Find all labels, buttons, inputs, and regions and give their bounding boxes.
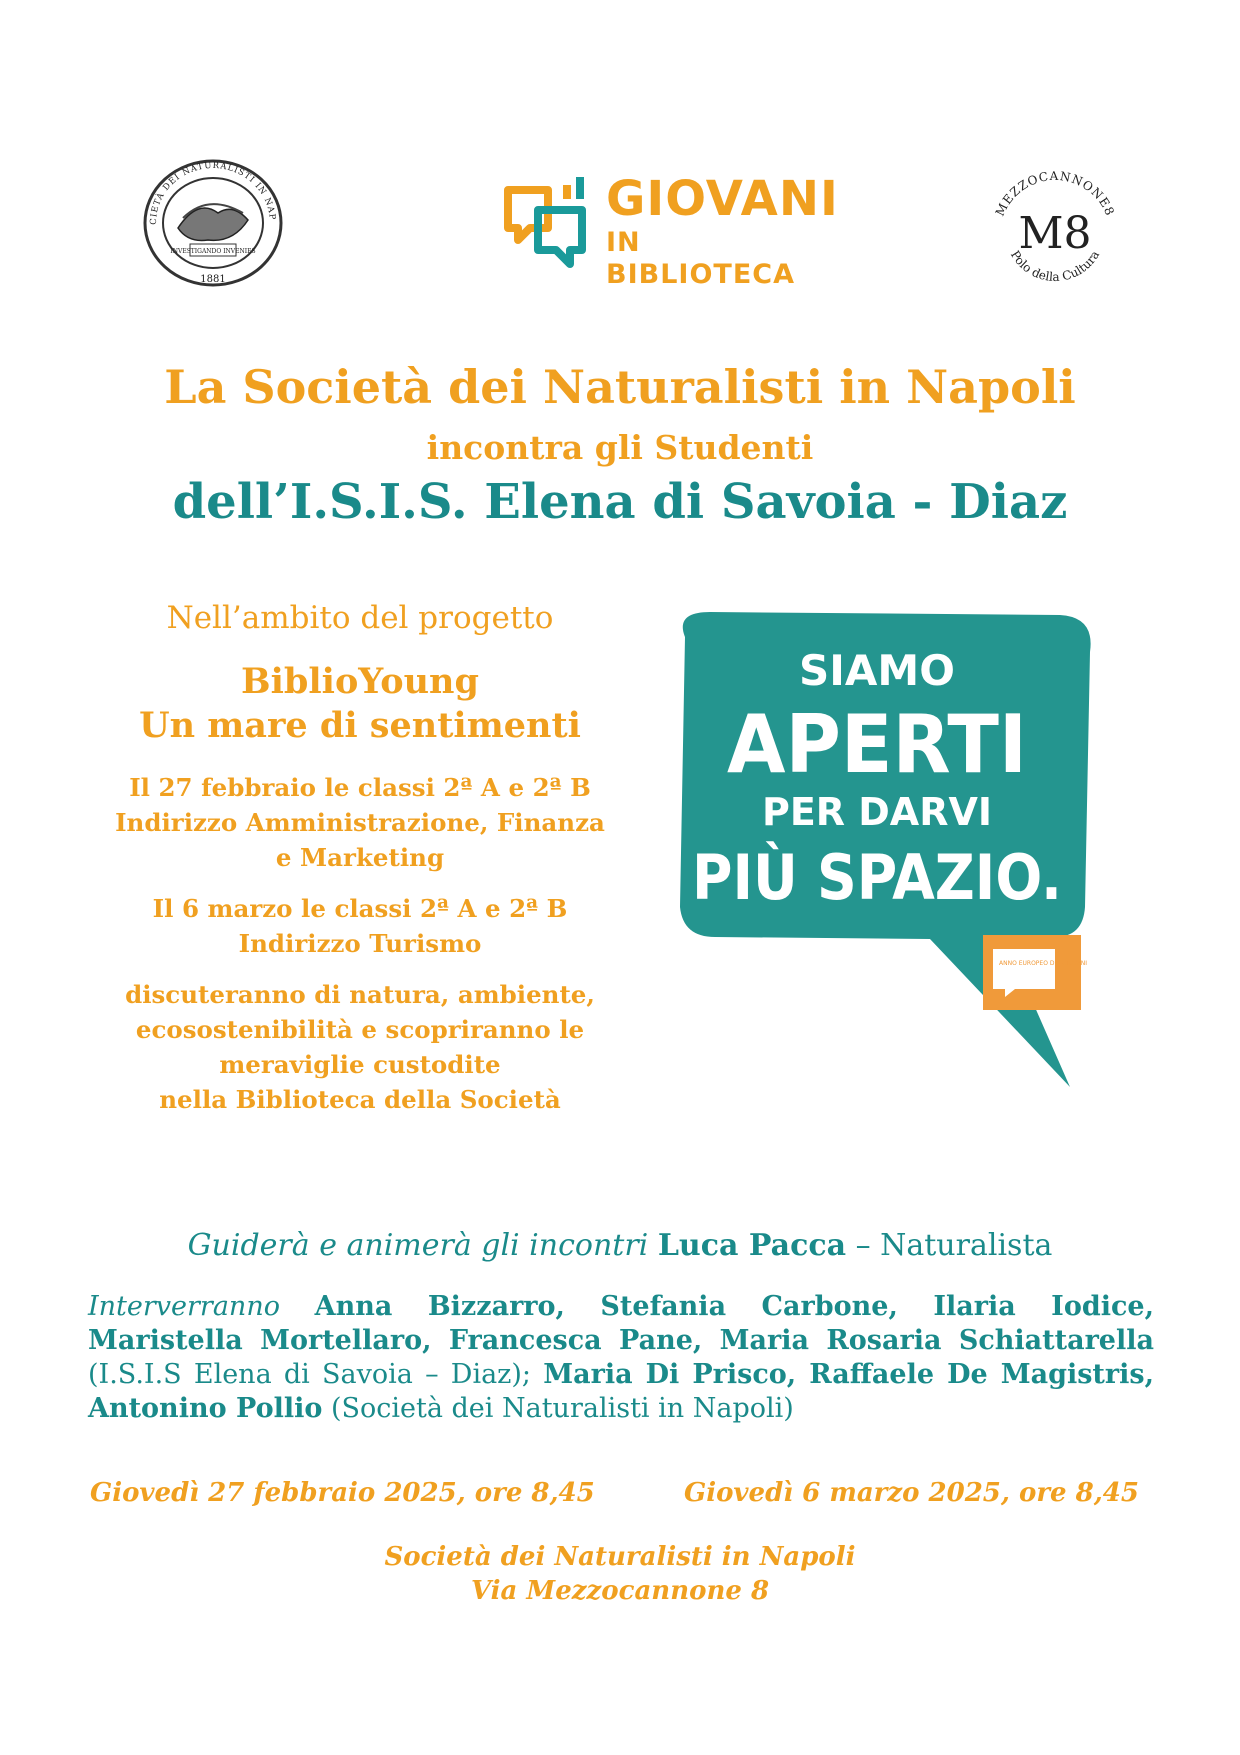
bubble-line3: PER DARVI bbox=[761, 790, 993, 834]
event-date-1: Giovedì 27 febbraio 2025, ore 8,45 bbox=[90, 1478, 595, 1508]
chat-bubbles-icon bbox=[488, 165, 598, 275]
in-biblioteca-word: IN BIBLIOTECA bbox=[606, 227, 795, 290]
seal-year: 1881 bbox=[200, 274, 226, 285]
giovani-in-biblioteca-logo bbox=[488, 165, 839, 290]
event-date-2: Giovedì 6 marzo 2025, ore 8,45 bbox=[684, 1478, 1139, 1508]
school-speakers: Anna Bizzarro, Stefania Carbone, Ilaria Iodice, Maristella Mortellaro, Francesca Pane, Maria Rosaria Schiattarella bbox=[88, 1291, 1154, 1356]
page-subtitle: incontra gli Studenti bbox=[426, 428, 814, 467]
venue-name: Società dei Naturalisti in Napoli bbox=[384, 1542, 856, 1572]
mezzo-monogram: M8 bbox=[1018, 208, 1092, 259]
school-affiliation: (I.S.I.S Elena di Savoia – Diaz); bbox=[88, 1359, 532, 1390]
activity-description: discuteranno di natura, ambiente, ecosostenibilità e scopriranno le meraviglie custodite nella Biblioteca della Società bbox=[125, 980, 595, 1114]
mezzo-ring-bottom: Polo della Cultura bbox=[1007, 248, 1103, 285]
guide-line bbox=[0, 1228, 1240, 1263]
classes-block-1: Il 27 febbraio le classi 2ª A e 2ª B Indirizzo Amministrazione, Finanza e Marketing bbox=[115, 773, 605, 872]
society-affiliation: (Società dei Naturalisti in Napoli) bbox=[330, 1393, 794, 1424]
badge-text: ANNO EUROPEO DEI GIOVANI bbox=[999, 960, 1088, 967]
society-seal-logo bbox=[138, 158, 288, 288]
project-name-line2: Un mare di sentimenti bbox=[139, 705, 581, 746]
guide-role: – Naturalista bbox=[846, 1228, 1053, 1263]
project-name bbox=[60, 660, 660, 748]
speakers-paragraph bbox=[88, 1290, 1154, 1426]
event-details bbox=[60, 600, 660, 1133]
siamo-aperti-bubble bbox=[665, 607, 1105, 1092]
mezzocannone8-logo bbox=[985, 160, 1125, 300]
giovani-word: GIOVANI bbox=[606, 171, 839, 227]
bubble-line2: APERTI bbox=[727, 698, 1027, 791]
page-title: La Società dei Naturalisti in Napoli bbox=[164, 360, 1076, 414]
seal-motto: INVESTIGANDO INVENIES bbox=[170, 248, 256, 255]
bubble-line4: PIÙ SPAZIO. bbox=[692, 841, 1062, 914]
speakers-intro: Interverranno bbox=[88, 1291, 280, 1322]
mezzo-ring-top: MEZZOCANNONE8 bbox=[992, 168, 1118, 219]
seal-ring-text: CIETÀ DEI NATURALISTI IN NAP bbox=[148, 160, 278, 226]
venue-address: Via Mezzocannone 8 bbox=[470, 1576, 770, 1606]
venue bbox=[0, 1540, 1240, 1608]
guide-prefix: Guiderà e animerà gli incontri bbox=[187, 1228, 649, 1263]
school-title: dell’I.S.I.S. Elena di Savoia - Diaz bbox=[172, 474, 1068, 530]
project-intro: Nell’ambito del progetto bbox=[166, 600, 554, 636]
classes-block-2: Il 6 marzo le classi 2ª A e 2ª B Indirizzo Turismo bbox=[152, 894, 568, 958]
society-speakers: Maria Di Prisco, Raffaele De Magistris, Antonino Pollio bbox=[88, 1359, 1154, 1424]
bubble-line1: SIAMO bbox=[799, 646, 955, 695]
guide-name: Luca Pacca bbox=[657, 1228, 847, 1263]
project-name-line1: BiblioYoung bbox=[241, 661, 479, 702]
